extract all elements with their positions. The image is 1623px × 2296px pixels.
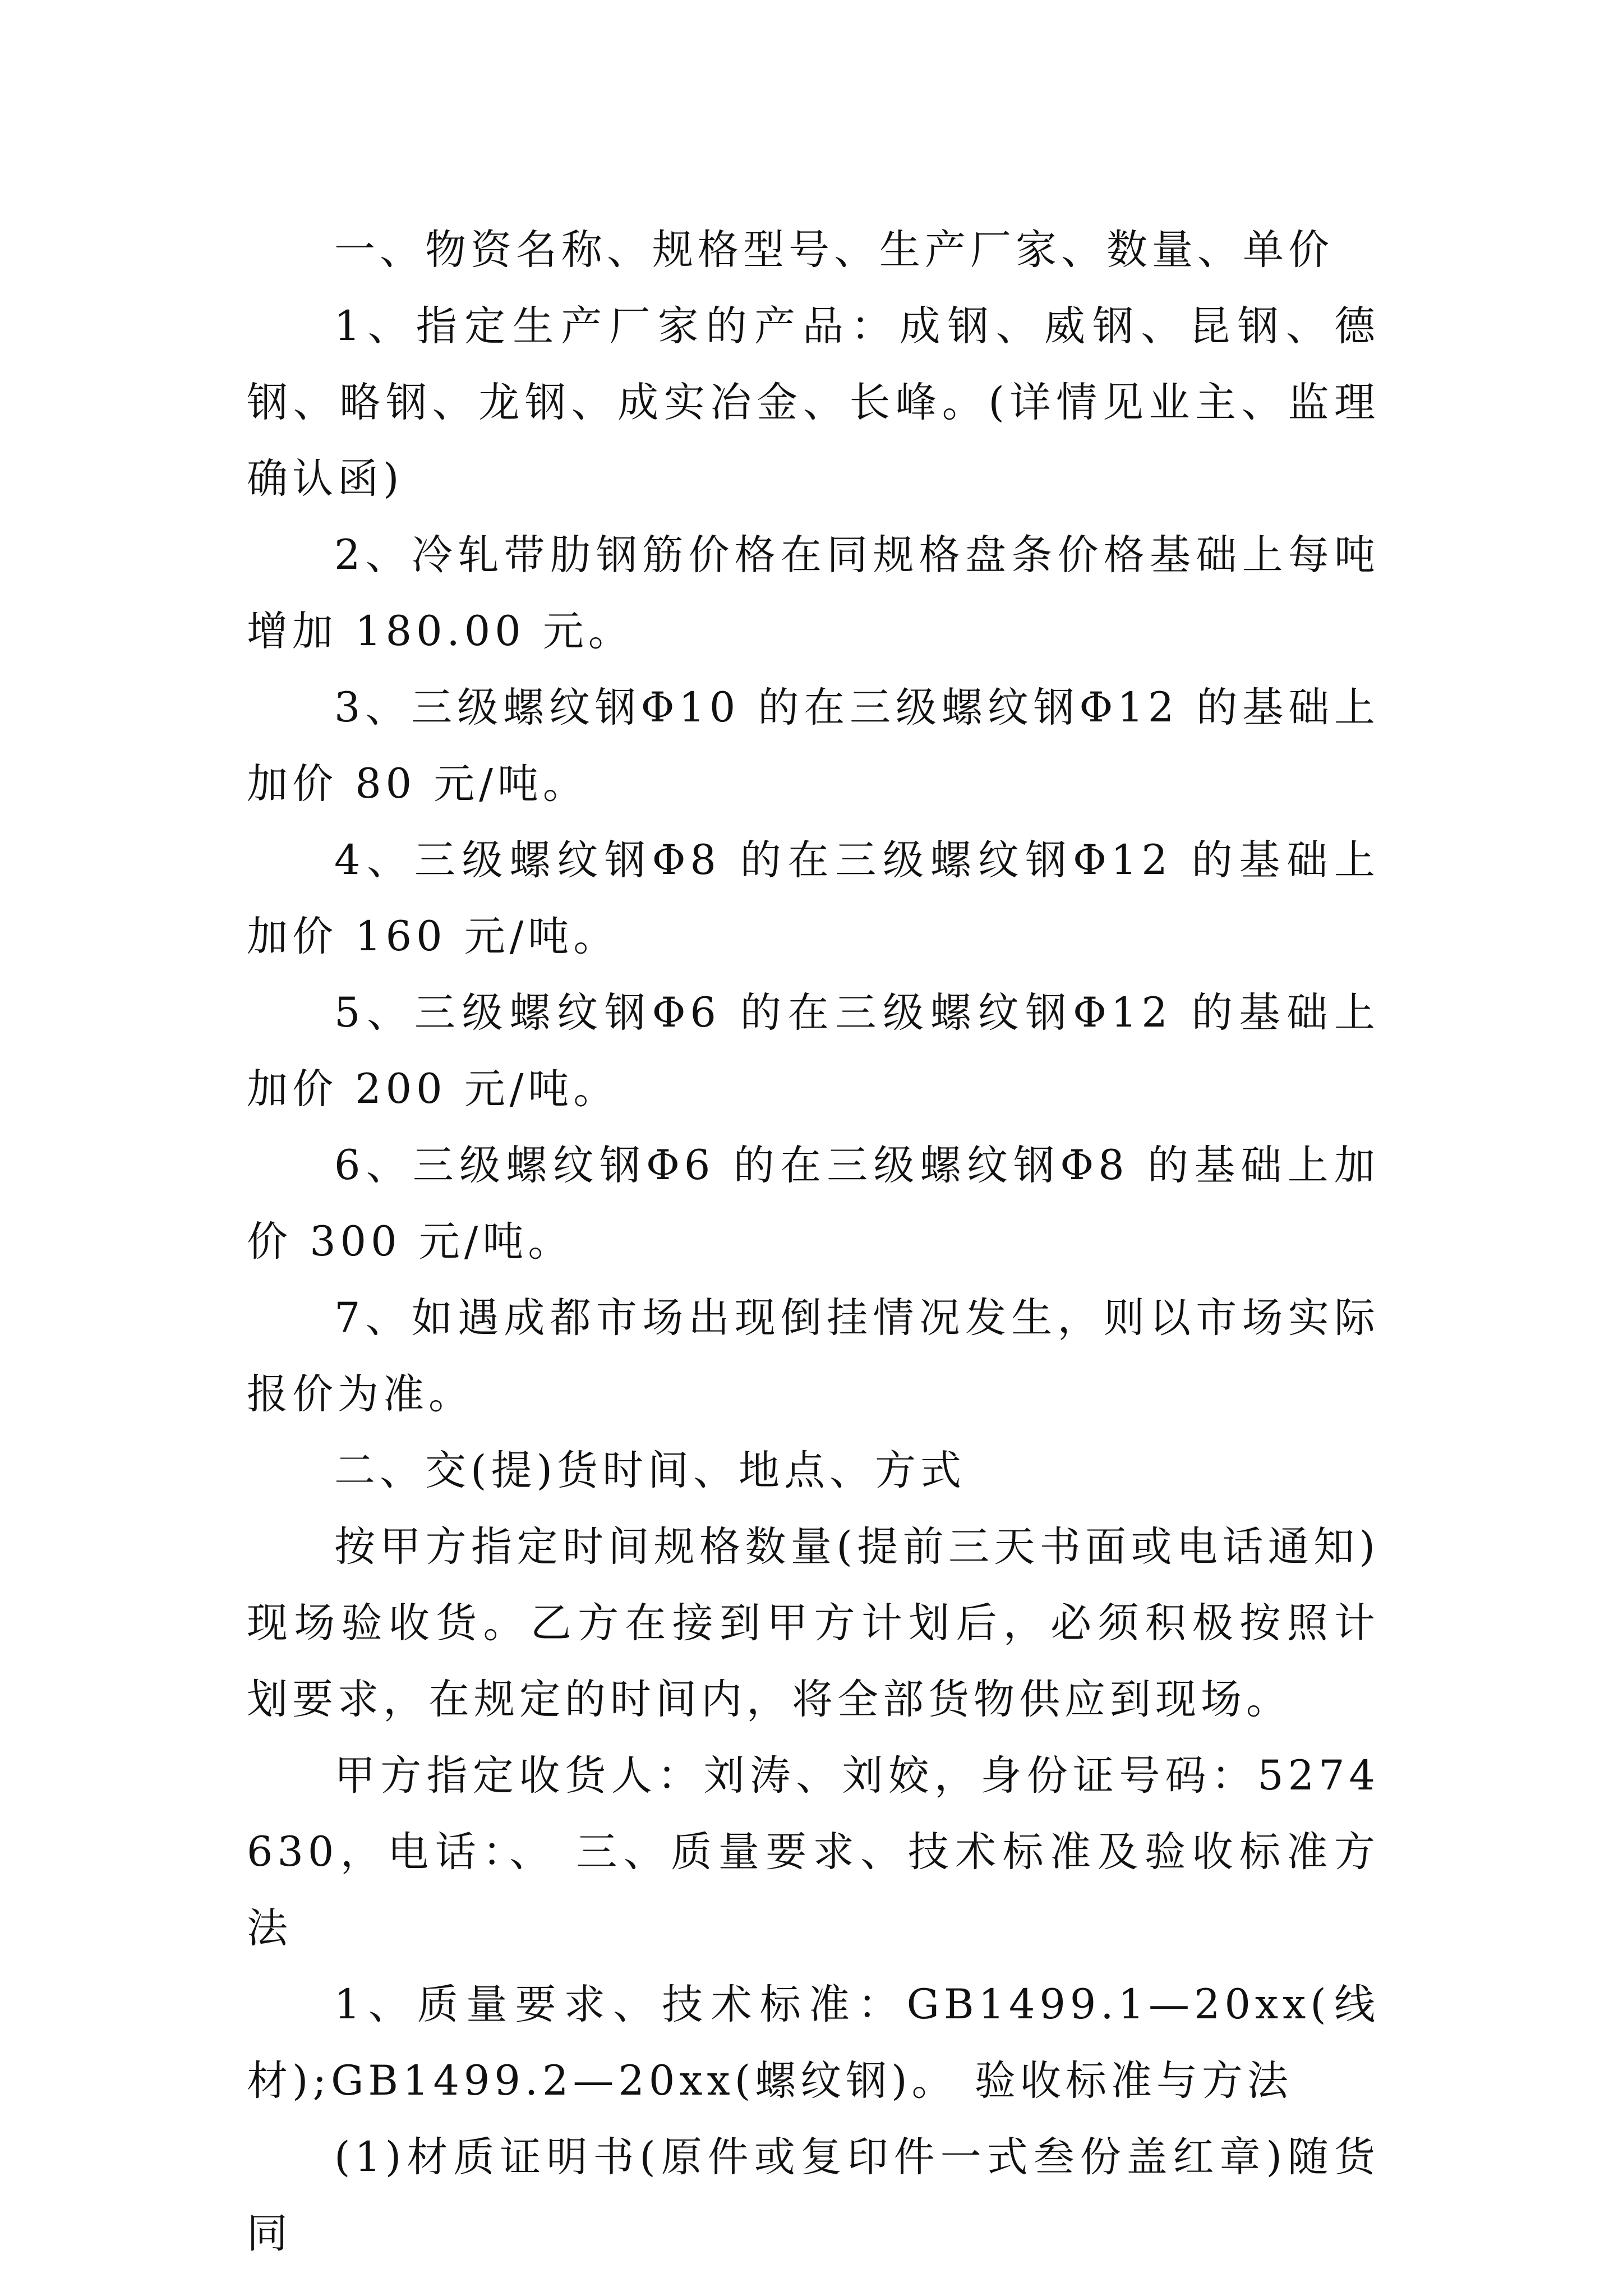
paragraph-item-3: 3、三级螺纹钢Φ10 的在三级螺纹钢Φ12 的基础上加价 80 元/吨。: [247, 684, 1380, 808]
document-body: [247, 212, 1380, 2272]
paragraph-certificate: (1)材质证明书(原件或复印件一式叁份盖红章)随货同: [247, 2133, 1380, 2257]
heading-section-2: 二、交(提)货时间、地点、方式: [334, 1447, 966, 1494]
paragraph-delivery: 按甲方指定时间规格数量(提前三天书面或电话通知)现场验收货。乙方在接到甲方计划后，必须积极按照计划要求，在规定的时间内，将全部货物供应到现场。: [247, 1523, 1380, 1723]
paragraph-item-1: 1、指定生产厂家的产品：成钢、威钢、昆钢、德钢、略钢、龙钢、成实冶金、长峰。(详情见业主、监理确认函): [247, 302, 1380, 503]
paragraph-item-2: 2、冷轧带肋钢筋价格在同规格盘条价格基础上每吨增加 180.00 元。: [247, 531, 1380, 655]
paragraph-item-4: 4、三级螺纹钢Φ8 的在三级螺纹钢Φ12 的基础上加价 160 元/吨。: [247, 836, 1380, 960]
paragraph-receiver: 甲方指定收货人：刘涛、刘姣，身份证号码：5274630，电话：、 三、质量要求、技术标准及验收标准方法: [247, 1752, 1380, 1952]
paragraph-item-6: 6、三级螺纹钢Φ6 的在三级螺纹钢Φ8 的基础上加价 300 元/吨。: [247, 1142, 1380, 1266]
paragraph-item-5: 5、三级螺纹钢Φ6 的在三级螺纹钢Φ12 的基础上加价 200 元/吨。: [247, 989, 1380, 1113]
paragraph-item-7: 7、如遇成都市场出现倒挂情况发生，则以市场实际报价为准。: [247, 1294, 1380, 1418]
heading-section-1: 一、物资名称、规格型号、生产厂家、数量、单价: [334, 226, 1334, 274]
paragraph-quality-standard: 1、质量要求、技术标准：GB1499.1—20xx(线材);GB1499.2—20xx(螺纹钢)。 验收标准与方法: [247, 1981, 1380, 2105]
